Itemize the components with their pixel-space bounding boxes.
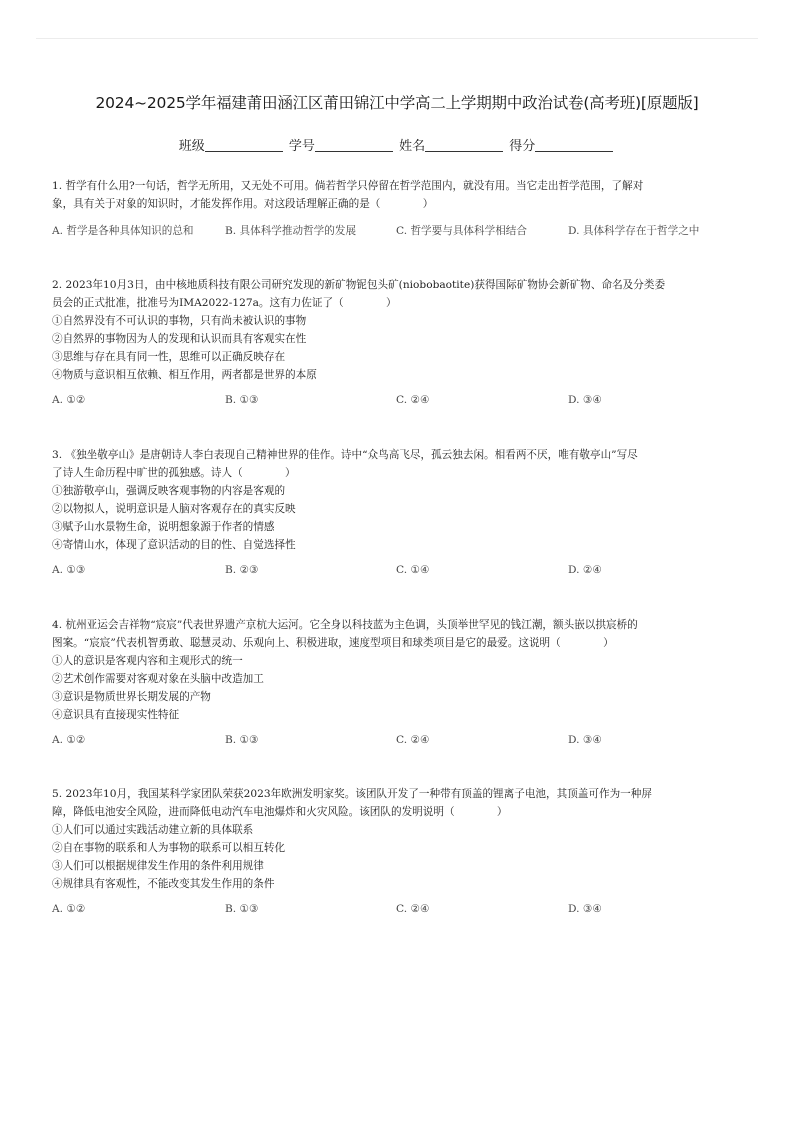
class-label: 班级 <box>178 139 205 154</box>
student-number-label: 学号 <box>288 139 315 154</box>
option-b[interactable]: B. ①③ <box>225 734 259 746</box>
option-d[interactable]: D. ②④ <box>568 564 602 576</box>
statement-2: ②自在事物的联系和人为事物的联系可以相互转化 <box>52 842 286 854</box>
statement-4: ④物质与意识相互依赖、相互作用，两者都是世界的本原 <box>52 369 317 381</box>
question-stem-line: 图案。“宸宸”代表机智勇敢、聪慧灵动、乐观向上、积极进取，速度型项目和球类项目是它的最爱。这说明（ ） <box>52 637 614 649</box>
statement-3: ③意识是物质世界长期发展的产物 <box>52 691 211 703</box>
option-b[interactable]: B. ②③ <box>225 564 259 576</box>
option-a[interactable]: A. ①② <box>52 734 86 746</box>
option-b[interactable]: B. ①③ <box>225 903 259 915</box>
score-label: 得分 <box>509 139 536 154</box>
question-4-options <box>52 734 742 752</box>
option-a[interactable]: A. ①③ <box>52 564 86 576</box>
student-info-row <box>0 135 794 154</box>
page-top-border <box>36 38 758 39</box>
option-c[interactable]: C. ②④ <box>396 903 430 915</box>
question-stem-line: 3. 《独坐敬亭山》是唐朝诗人李白表现自己精神世界的佳作。诗中“众鸟高飞尽，孤云独去闲。相看两不厌，唯有敬亭山”写尽 <box>52 449 638 461</box>
statement-2: ②自然界的事物因为人的发现和认识而具有客观实在性 <box>52 333 307 345</box>
statement-4: ④规律具有客观性，不能改变其发生作用的条件 <box>52 878 275 890</box>
statement-1: ①人们可以通过实践活动建立新的具体联系 <box>52 824 254 836</box>
question-stem-line: 员会的正式批准，批准号为IMA2022-127a。这有力佐证了（ ） <box>52 297 397 309</box>
question-3-options <box>52 564 742 582</box>
question-2-options <box>52 394 742 412</box>
option-d[interactable]: D. 具体科学存在于哲学之中 <box>568 225 700 237</box>
option-d[interactable]: D. ③④ <box>568 394 602 406</box>
statement-1: ①人的意识是客观内容和主观形式的统一 <box>52 655 243 667</box>
question-stem-line: 1. 哲学有什么用?一句话，哲学无所用，又无处不可用。倘若哲学只停留在哲学范围内，就没有用。当它走出哲学范围，了解对 <box>52 180 644 192</box>
option-a[interactable]: A. ①② <box>52 394 86 406</box>
question-stem-line: 2. 2023年10月3日，由中核地质科技有限公司研究发现的新矿物铌包头矿(niobobaotite)获得国际矿物协会新矿物、命名及分类委 <box>52 279 666 291</box>
score-blank[interactable] <box>535 137 613 152</box>
question-stem-line: 了诗人生命历程中旷世的孤独感。诗人（ ） <box>52 467 296 479</box>
question-4 <box>52 616 742 724</box>
option-c[interactable]: C. ②④ <box>396 394 430 406</box>
question-1-options <box>52 223 742 241</box>
student-number-blank[interactable] <box>315 137 393 152</box>
question-stem-line: 障，降低电池安全风险，进而降低电动汽车电池爆炸和火灾风险。该团队的发明说明（ ） <box>52 806 508 818</box>
statement-3: ③思维与存在具有同一性，思维可以正确反映存在 <box>52 351 286 363</box>
statement-3: ③人们可以根据规律发生作用的条件利用规律 <box>52 860 264 872</box>
statement-2: ②艺术创作需要对客观对象在头脑中改造加工 <box>52 673 264 685</box>
name-label: 姓名 <box>399 139 426 154</box>
statement-1: ①自然界没有不可认识的事物，只有尚未被认识的事物 <box>52 315 307 327</box>
page-title: 2024~2025学年福建莆田涵江区莆田锦江中学高二上学期期中政治试卷(高考班)[原题版] <box>95 94 699 112</box>
statement-2: ②以物拟人，说明意识是人脑对客观存在的真实反映 <box>52 503 296 515</box>
statement-4: ④意识具有直接现实性特征 <box>52 709 180 721</box>
option-a[interactable]: A. 哲学是各种具体知识的总和 <box>52 225 194 237</box>
option-c[interactable]: C. ①④ <box>396 564 430 576</box>
question-stem-line: 5. 2023年10月，我国某科学家团队荣获2023年欧洲发明家奖。该团队开发了一种带有顶盖的锂离子电池，其顶盖可作为一种屏 <box>52 788 652 800</box>
option-c[interactable]: C. 哲学要与具体科学相结合 <box>396 225 527 237</box>
option-c[interactable]: C. ②④ <box>396 734 430 746</box>
name-blank[interactable] <box>425 137 503 152</box>
question-stem-line: 象，具有关于对象的知识时，才能发挥作用。对这段话理解正确的是（ ） <box>52 198 434 210</box>
option-a[interactable]: A. ①② <box>52 903 86 915</box>
option-d[interactable]: D. ③④ <box>568 903 602 915</box>
option-b[interactable]: B. ①③ <box>225 394 259 406</box>
question-stem-line: 4. 杭州亚运会吉祥物“宸宸”代表世界遗产京杭大运河。它全身以科技蓝为主色调，头顶举世罕见的钱江潮，额头嵌以拱宸桥的 <box>52 619 638 631</box>
question-1 <box>52 177 742 213</box>
statement-3: ③赋予山水景物生命，说明想象源于作者的情感 <box>52 521 275 533</box>
question-2 <box>52 276 742 384</box>
question-5 <box>52 785 742 893</box>
option-d[interactable]: D. ③④ <box>568 734 602 746</box>
class-blank[interactable] <box>205 137 283 152</box>
question-5-options <box>52 903 742 921</box>
question-3 <box>52 446 742 554</box>
option-b[interactable]: B. 具体科学推动哲学的发展 <box>225 225 357 237</box>
statement-1: ①独游敬亭山，强调反映客观事物的内容是客观的 <box>52 485 286 497</box>
statement-4: ④寄情山水，体现了意识活动的目的性、自觉选择性 <box>52 539 296 551</box>
